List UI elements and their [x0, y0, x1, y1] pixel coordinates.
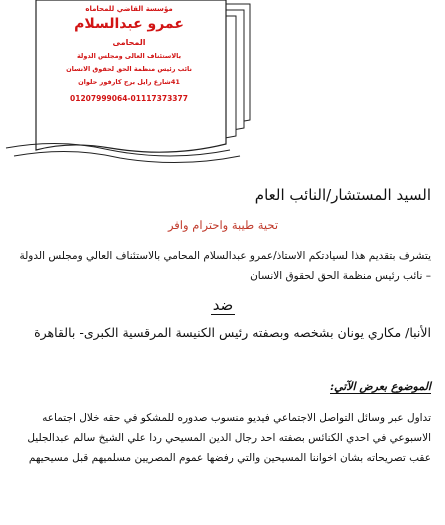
against-heading	[15, 296, 431, 314]
defendant-paragraph: الأنبا/ مكاري يونان بشخصه وبصفته رئيس الكنيسة المرقسية الكبرى- بالقاهرة	[34, 325, 431, 340]
letterhead-line-1: بالاستئناف العالى ومجلس الدولة	[76, 52, 182, 60]
letterhead-organization: مؤسسة القاضي للمحاماه	[85, 5, 173, 13]
intro-paragraph: يتشرف بتقديم هذا لسيادتكم الاستاذ/عمرو عبدالسلام المحامي بالاستئناف العالي ومجلس الدولة – نائب رئيس منظمة الحق لحقوق الانسان	[19, 250, 431, 282]
letterhead-address: 41شارع رايل برج كارفور حلوان	[78, 78, 180, 86]
letterhead-title: المحامى	[112, 38, 146, 47]
letterhead	[45, 4, 213, 134]
against-label: ضد	[212, 296, 234, 314]
subject-label: الموضوع بعرض الآتي:	[329, 380, 431, 393]
facts-paragraph: تداول عبر وسائل التواصل الاجتماعي فيديو منسوب صدوره للمشكو في حقه خلال اجتماعه الاسبوعي في احدي الكنائس بصفته احد رجال الدين المسيحي ردا علي الشيخ سالم عبدالجليل عقب تصريحاته بشان اخواننا المسيحين والتي رفضها عموم المصريين مسلميهم قبل مسيحيهم	[27, 412, 431, 464]
letterhead-phones: 01207999064-01117373377	[70, 94, 188, 103]
recipient-line: السيد المستشار/النائب العام	[254, 186, 431, 204]
letterhead-name: عمرو عبدالسلام	[74, 16, 184, 32]
greeting-line: تحية طيبة واحترام وافر	[167, 218, 279, 232]
letterhead-line-2: نائب رئيس منظمة الحق لحقوق الانسان	[66, 65, 192, 73]
subject-heading	[15, 380, 431, 393]
